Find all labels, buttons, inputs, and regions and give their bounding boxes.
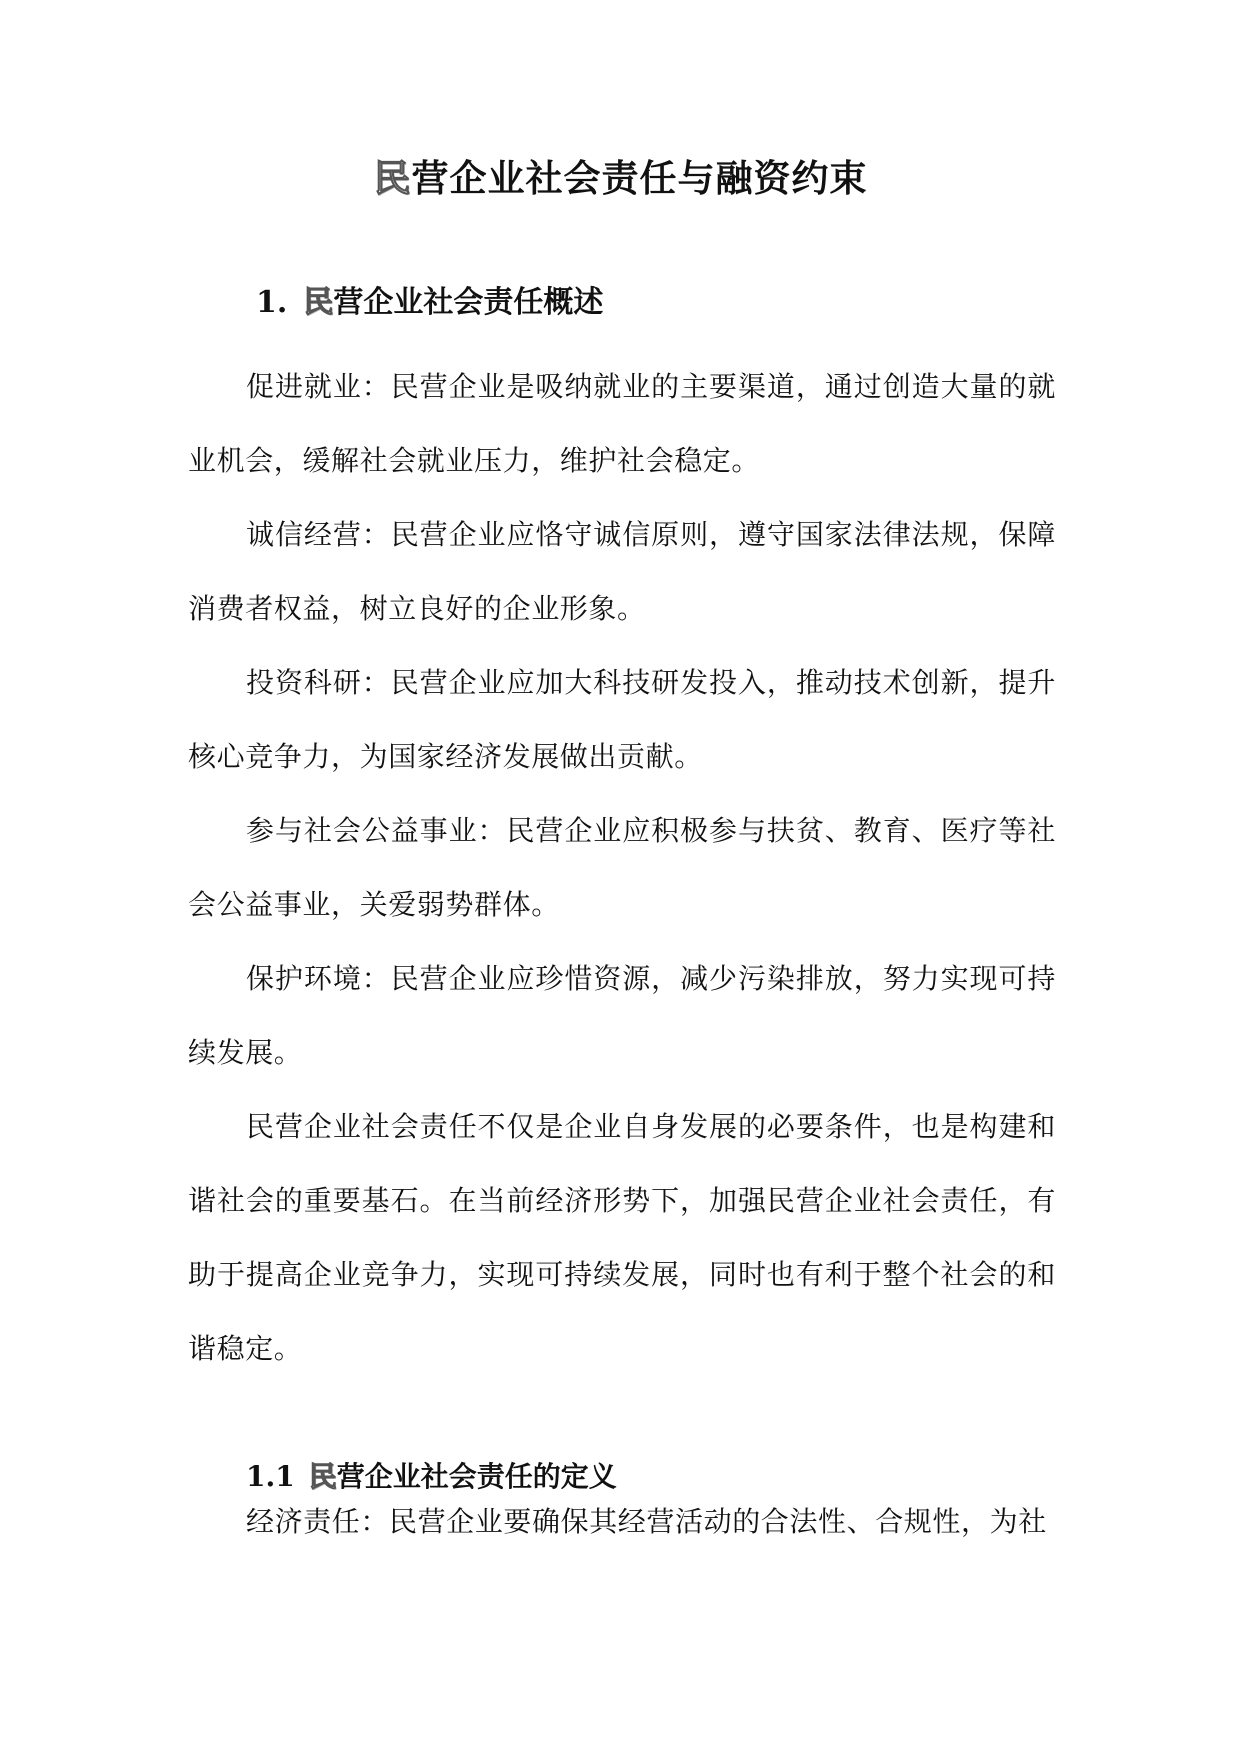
section-title: 营企业社会责任概述 [333, 285, 604, 320]
document-title [0, 148, 1241, 208]
subsection-drop-char: 民 [308, 1460, 337, 1493]
title-drop-char: 民 [373, 156, 412, 200]
paragraph-employment: 促进就业：民营企业是吸纳就业的主要渠道，通过创造大量的就业机会，缓解社会就业压力，维护社会稳定。 [188, 370, 1056, 477]
paragraph-economic-responsibility: 经济责任：民营企业要确保其经营活动的合法性、合规性，为社 [246, 1505, 1047, 1538]
section-number: 1. [256, 285, 288, 320]
paragraph-environment: 保护环境：民营企业应珍惜资源，减少污染排放，努力实现可持续发展。 [188, 962, 1056, 1069]
paragraph-research: 投资科研：民营企业应加大科技研发投入，推动技术创新，提升核心竞争力，为国家经济发展做出贡献。 [188, 666, 1056, 773]
paragraph-integrity: 诚信经营：民营企业应恪守诚信原则，遵守国家法律法规，保障消费者权益，树立良好的企业形象。 [188, 518, 1056, 625]
paragraph-summary: 民营企业社会责任不仅是企业自身发展的必要条件，也是构建和谐社会的重要基石。在当前经济形势下，加强民营企业社会责任，有助于提高企业竞争力，实现可持续发展，同时也有利于整个社会的和谐稳定。 [188, 1110, 1056, 1365]
title-text: 营企业社会责任与融资约束 [411, 156, 868, 200]
section-drop-char: 民 [303, 285, 334, 320]
subsection-title: 营企业社会责任的定义 [336, 1460, 617, 1493]
subsection-number: 1.1 [246, 1460, 295, 1493]
paragraph-public-welfare: 参与社会公益事业：民营企业应积极参与扶贫、教育、医疗等社会公益事业，关爱弱势群体。 [188, 814, 1056, 921]
section-heading-1 [256, 278, 603, 328]
